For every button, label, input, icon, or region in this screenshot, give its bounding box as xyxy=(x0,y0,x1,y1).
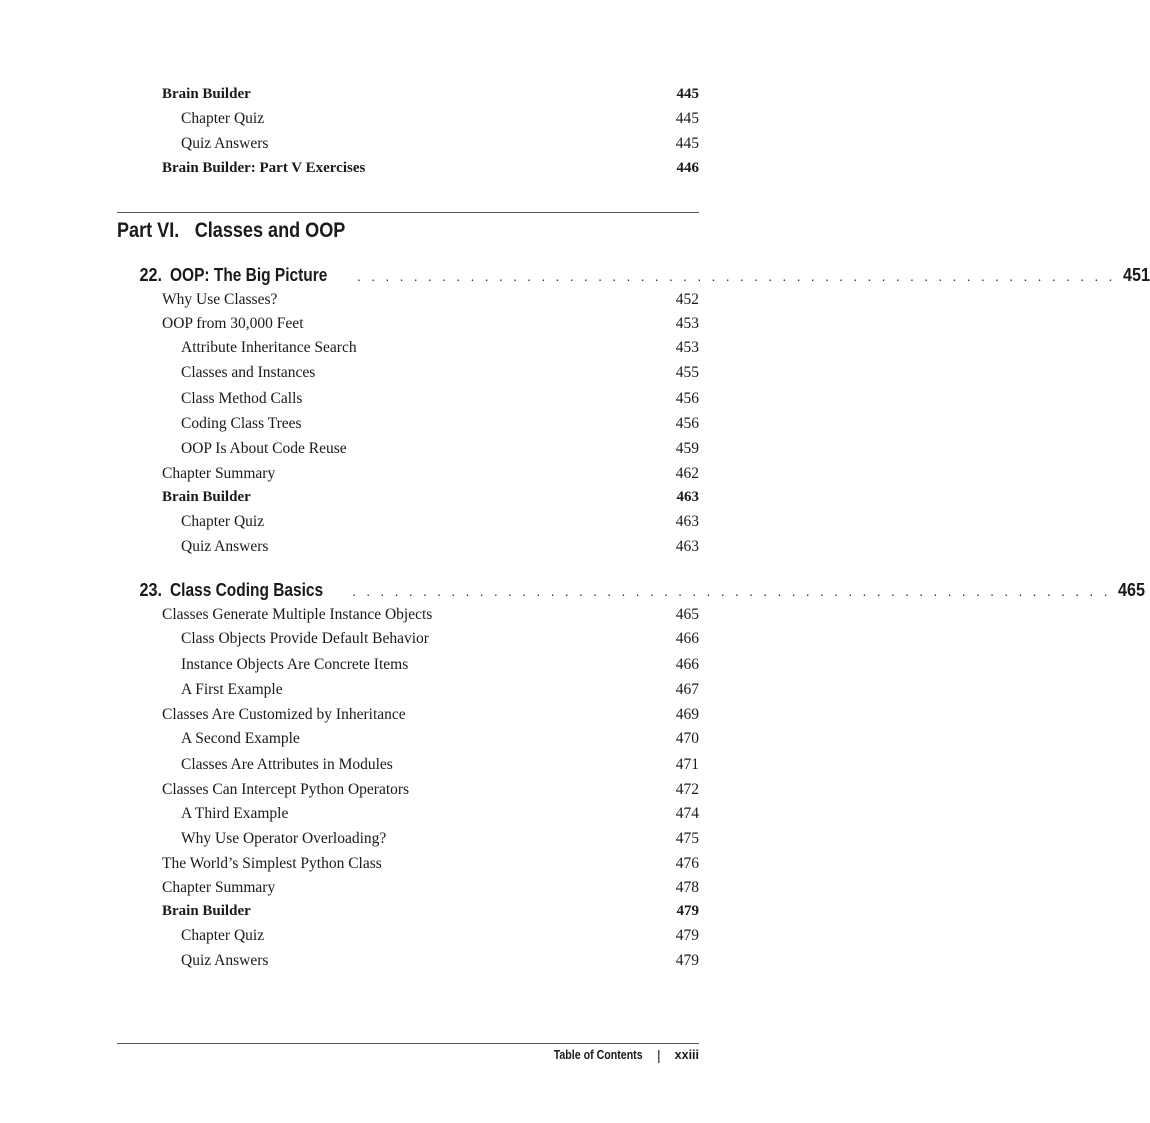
dot-leader: . . . . . . . . . . . . . . . . . . . . . . . . . . . . . . . . . . . . . . . . . . . . . . . . . . . . . . xyxy=(357,268,1116,284)
toc-entry[interactable] xyxy=(181,390,699,414)
part-title: Classes and OOP xyxy=(194,219,346,242)
toc-entry-page: 474 xyxy=(675,805,699,822)
toc-entry[interactable] xyxy=(181,135,699,159)
toc-entry[interactable] xyxy=(162,781,699,805)
toc-entry-title: Why Use Operator Overloading? xyxy=(181,830,387,847)
toc-entry[interactable] xyxy=(162,489,699,513)
toc-entry-title: Brain Builder xyxy=(162,903,251,919)
toc-entry[interactable] xyxy=(181,927,699,951)
toc-entry-page: 479 xyxy=(676,903,699,919)
toc-entry[interactable] xyxy=(181,730,699,754)
toc-entry-page: 456 xyxy=(675,415,699,432)
toc-entry-page: 469 xyxy=(675,706,699,723)
toc-entry-page: 445 xyxy=(675,135,699,152)
toc-entry-page: 466 xyxy=(675,656,699,673)
toc-entry[interactable] xyxy=(162,160,699,184)
toc-entry-title: Quiz Answers xyxy=(181,538,269,555)
toc-entry-title: OOP from 30,000 Feet xyxy=(162,315,304,332)
toc-entry-page: 479 xyxy=(675,927,699,944)
toc-entry[interactable] xyxy=(162,855,699,879)
toc-entry-title: Brain Builder: Part V Exercises xyxy=(162,160,366,176)
toc-entry-page: 463 xyxy=(675,513,699,530)
toc-entry[interactable] xyxy=(181,440,699,464)
chapter-page: 451 xyxy=(1122,265,1150,285)
chapter-heading-22[interactable] xyxy=(117,265,1150,293)
toc-entry-page: 475 xyxy=(675,830,699,847)
toc-entry[interactable] xyxy=(162,706,699,730)
toc-entry[interactable] xyxy=(181,952,699,976)
toc-entry-title: A Second Example xyxy=(181,730,300,747)
toc-entry-title: A Third Example xyxy=(181,805,289,822)
toc-entry-page: 455 xyxy=(675,364,699,381)
toc-entry[interactable] xyxy=(181,756,699,780)
toc-entry-title: A First Example xyxy=(181,681,283,698)
toc-entry[interactable] xyxy=(181,538,699,562)
toc-entry[interactable] xyxy=(162,315,699,339)
toc-entry-title: Why Use Classes? xyxy=(162,291,278,308)
toc-entry-title: Instance Objects Are Concrete Items xyxy=(181,656,409,673)
toc-entry[interactable] xyxy=(181,364,699,388)
part-label: Part VI. xyxy=(117,219,180,242)
toc-entry-page: 463 xyxy=(676,489,699,505)
toc-entry-title: Classes and Instances xyxy=(181,364,316,381)
toc-entry-page: 478 xyxy=(675,879,699,896)
toc-entry[interactable] xyxy=(162,465,699,489)
footer-separator: | xyxy=(657,1047,661,1063)
toc-entry-page: 470 xyxy=(675,730,699,747)
toc-entry[interactable] xyxy=(162,879,699,903)
toc-entry-page: 445 xyxy=(676,86,699,102)
toc-entry[interactable] xyxy=(181,110,699,134)
toc-entry-page: 463 xyxy=(675,538,699,555)
toc-entry-title: Classes Are Attributes in Modules xyxy=(181,756,393,773)
footer-divider xyxy=(117,1043,699,1044)
toc-entry-page: 453 xyxy=(675,339,699,356)
toc-entry[interactable] xyxy=(181,830,699,854)
toc-entry-title: Brain Builder xyxy=(162,86,251,102)
toc-entry-page: 459 xyxy=(675,440,699,457)
toc-entry-title: OOP Is About Code Reuse xyxy=(181,440,347,457)
toc-entry-page: 453 xyxy=(675,315,699,332)
toc-entry-page: 479 xyxy=(675,952,699,969)
page-footer xyxy=(538,1047,699,1063)
chapter-title: OOP: The Big Picture xyxy=(170,265,328,285)
part-heading[interactable] xyxy=(117,219,345,243)
chapter-title: Class Coding Basics xyxy=(170,580,324,600)
footer-page-number: xxiii xyxy=(674,1048,699,1062)
footer-section-title: Table of Contents xyxy=(554,1048,644,1062)
toc-entry-title: Classes Generate Multiple Instance Objects xyxy=(162,606,433,623)
toc-entry-page: 445 xyxy=(675,110,699,127)
toc-entry-title: Attribute Inheritance Search xyxy=(181,339,357,356)
toc-entry[interactable] xyxy=(181,630,699,654)
toc-entry-page: 462 xyxy=(675,465,699,482)
toc-entry-title: Coding Class Trees xyxy=(181,415,302,432)
toc-entry-title: Quiz Answers xyxy=(181,135,269,152)
part-divider xyxy=(117,212,699,213)
chapter-number: 22. xyxy=(139,265,162,285)
toc-entry[interactable] xyxy=(162,86,699,110)
toc-entry-title: Chapter Quiz xyxy=(181,110,265,127)
toc-entry-title: Chapter Quiz xyxy=(181,927,265,944)
toc-entry[interactable] xyxy=(181,805,699,829)
toc-entry-page: 476 xyxy=(675,855,699,872)
toc-entry-page: 446 xyxy=(676,160,699,176)
toc-entry-title: Classes Are Customized by Inheritance xyxy=(162,706,406,723)
chapter-page: 465 xyxy=(1117,580,1145,600)
toc-entry[interactable] xyxy=(181,681,699,705)
toc-entry[interactable] xyxy=(181,415,699,439)
toc-entry-title: The World’s Simplest Python Class xyxy=(162,855,382,872)
toc-entry[interactable] xyxy=(162,291,699,315)
toc-entry-title: Class Objects Provide Default Behavior xyxy=(181,630,429,647)
dot-leader: . . . . . . . . . . . . . . . . . . . . . . . . . . . . . . . . . . . . . . . . . . . . . . . . . . . . . . xyxy=(352,583,1111,599)
toc-entry-title: Chapter Summary xyxy=(162,465,276,482)
toc-entry-title: Class Method Calls xyxy=(181,390,303,407)
toc-entry-page: 466 xyxy=(675,630,699,647)
toc-entry-page: 452 xyxy=(675,291,699,308)
toc-entry[interactable] xyxy=(162,606,699,630)
toc-entry-page: 472 xyxy=(675,781,699,798)
toc-entry[interactable] xyxy=(181,656,699,680)
toc-entry-page: 465 xyxy=(675,606,699,623)
toc-entry-title: Classes Can Intercept Python Operators xyxy=(162,781,410,798)
chapter-heading-23[interactable] xyxy=(117,580,1145,608)
toc-entry-page: 467 xyxy=(675,681,699,698)
toc-entry-page: 471 xyxy=(675,756,699,773)
toc-entry-title: Chapter Summary xyxy=(162,879,276,896)
toc-entry-page: 456 xyxy=(675,390,699,407)
toc-entry-title: Quiz Answers xyxy=(181,952,269,969)
chapter-number: 23. xyxy=(139,580,162,600)
toc-entry-title: Brain Builder xyxy=(162,489,251,505)
toc-entry[interactable] xyxy=(181,339,699,363)
toc-entry-title: Chapter Quiz xyxy=(181,513,265,530)
toc-entry[interactable] xyxy=(181,513,699,537)
toc-entry[interactable] xyxy=(162,903,699,927)
